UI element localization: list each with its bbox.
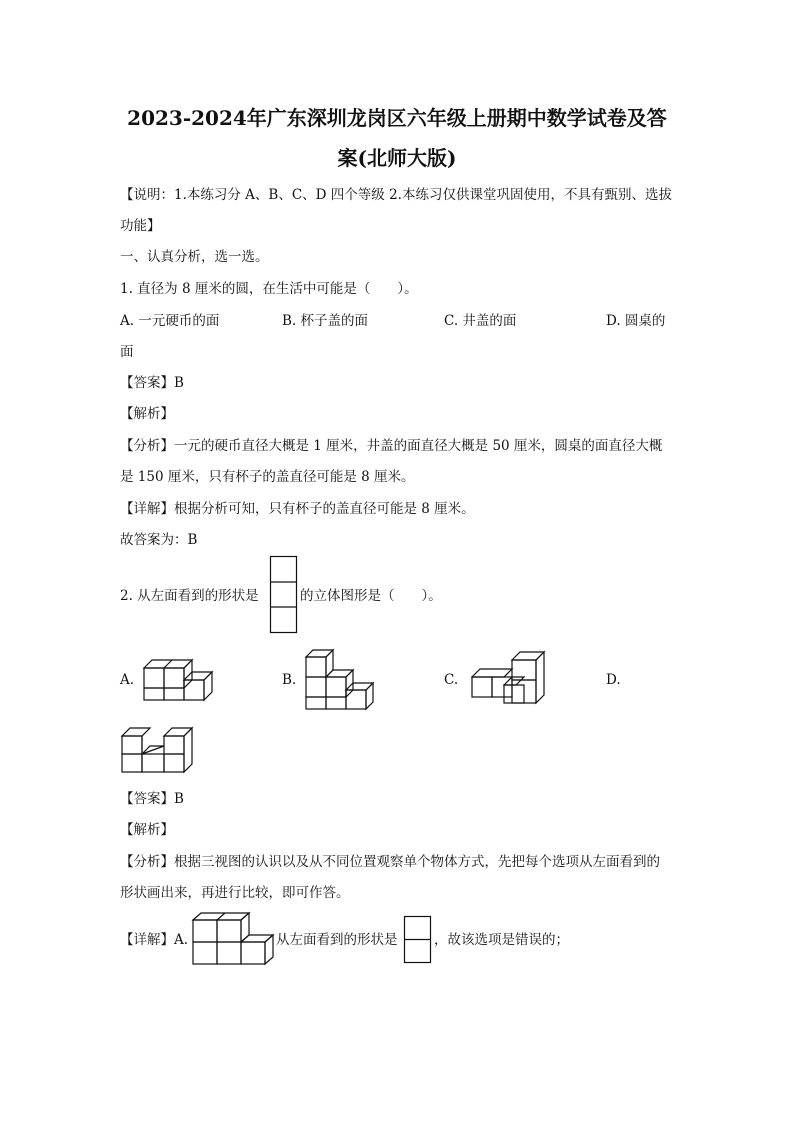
q2-detail-figure: [190, 911, 274, 967]
q1-analysis-heading: 【解析】: [120, 406, 174, 422]
q2-detail-end: ，故该选项是错误的；: [434, 932, 569, 948]
page-title-line1: 2023-2024年广东深圳龙岗区六年级上册期中数学试卷及答: [127, 106, 667, 130]
q1-analysis-line1: 【分析】一元的硬币直径大概是 1 厘米，井盖的面直径大概是 50 厘米，圆桌的面直径大概: [120, 438, 663, 454]
q1-option-d: D. 圆桌的: [606, 313, 666, 329]
q2-option-b-figure: [303, 646, 377, 712]
left-view-figure: [270, 556, 298, 634]
page-title-line2: 案(北师大版): [337, 146, 457, 170]
q1-final: 故答案为：B: [120, 532, 198, 548]
q2-detail-middle: 从左面看到的形状是: [276, 932, 398, 948]
q2-option-c-label: C.: [444, 672, 459, 688]
note-line1: 【说明：1.本练习分 A、B、C、D 四个等级 2.本练习仅供课堂巩固使用，不具有甄别、选拔: [120, 187, 672, 203]
q2-analysis-heading: 【解析】: [120, 822, 174, 838]
q2-option-d-figure: [120, 726, 194, 776]
q2-stem-start: 2. 从左面看到的形状是: [120, 588, 259, 604]
q2-option-b-label: B.: [282, 672, 297, 688]
q1-answer: 【答案】B: [120, 375, 184, 391]
q2-answer: 【答案】B: [120, 791, 184, 807]
q2-option-a-label: A.: [120, 672, 135, 688]
q2-stem-end: 的立体图形是（ ）。: [300, 588, 442, 604]
q1-stem: 1. 直径为 8 厘米的圆，在生活中可能是（ ）。: [120, 281, 418, 297]
q2-analysis-line1: 【分析】根据三视图的认识以及从不同位置观察单个物体方式，先把每个选项从左面看到的: [120, 854, 660, 870]
q2-option-d-label: D.: [606, 672, 621, 688]
note-line2: 功能】: [120, 218, 161, 234]
q1-option-d-continued: 面: [120, 344, 134, 360]
q1-option-a: A. 一元硬币的面: [120, 313, 220, 329]
q2-detail-start: 【详解】A.: [120, 932, 189, 948]
q1-detail: 【详解】根据分析可知，只有杯子的盖直径可能是 8 厘米。: [120, 501, 475, 517]
q2-option-a-figure: [142, 656, 214, 702]
q1-analysis-line2: 是 150 厘米，只有杯子的盖直径可能是 8 厘米。: [120, 469, 415, 485]
q2-option-c-figure: [466, 649, 548, 707]
q1-option-b: B. 杯子盖的面: [282, 313, 369, 329]
q2-detail-left-view: [404, 916, 432, 964]
section-heading: 一、认真分析，选一选。: [120, 249, 269, 265]
q2-analysis-line2: 形状画出来，再进行比较，即可作答。: [120, 885, 350, 901]
q1-option-c: C. 井盖的面: [444, 313, 517, 329]
